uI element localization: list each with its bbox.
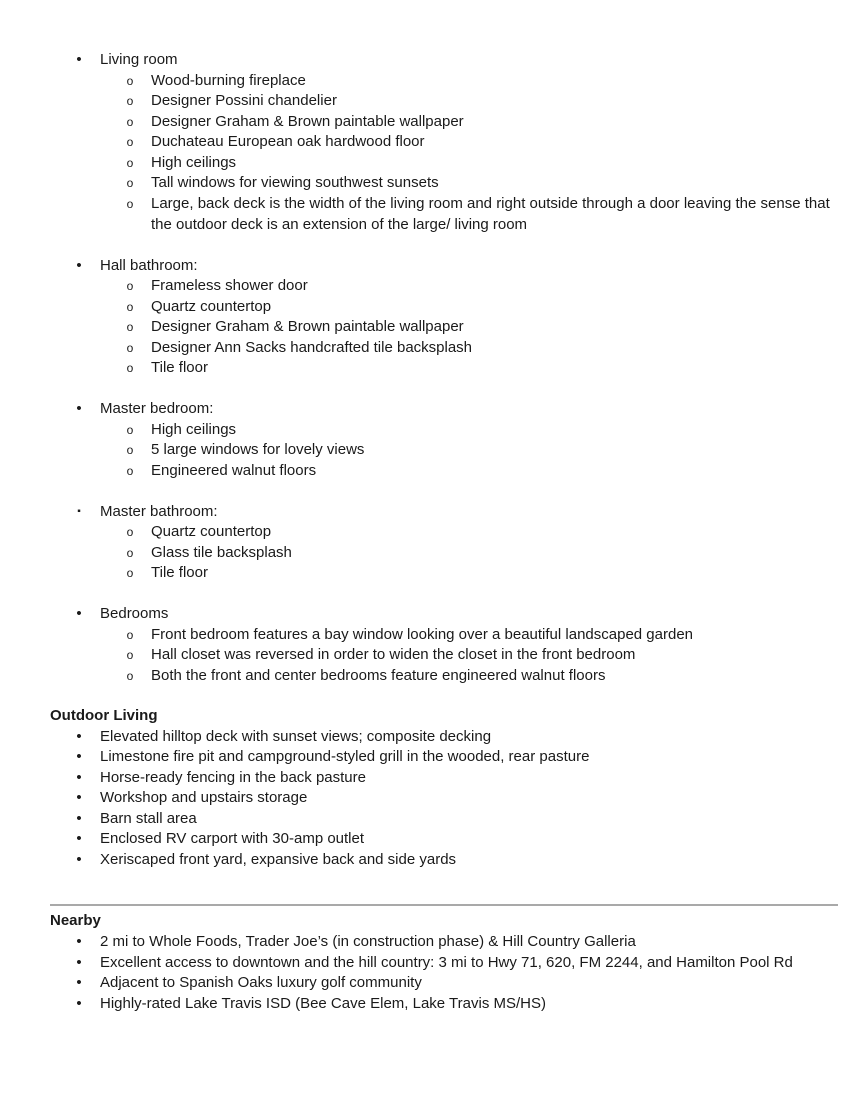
bullet: • bbox=[76, 605, 82, 622]
sub-item-text: Wood-burning fireplace bbox=[151, 72, 306, 89]
item-text: Adjacent to Spanish Oaks luxury golf community bbox=[100, 974, 422, 991]
bullet: • bbox=[76, 995, 82, 1012]
sub-bullet: o bbox=[126, 341, 134, 355]
section-heading: Nearby bbox=[50, 912, 101, 929]
sub-bullet: o bbox=[126, 361, 134, 375]
bullet: • bbox=[76, 748, 82, 765]
section-heading: Outdoor Living bbox=[50, 707, 158, 724]
sub-bullet: o bbox=[126, 279, 134, 293]
sub-bullet: o bbox=[126, 566, 134, 580]
sub-bullet: o bbox=[126, 525, 134, 539]
bullet: • bbox=[76, 769, 82, 786]
sub-bullet: o bbox=[126, 628, 134, 642]
sub-item-text: 5 large windows for lovely views bbox=[151, 441, 365, 458]
item-text: Limestone fire pit and campground-styled grill in the wooded, rear pasture bbox=[100, 748, 590, 765]
sub-bullet: o bbox=[126, 156, 134, 170]
sub-item-text: Designer Possini chandelier bbox=[151, 92, 337, 109]
sub-item-text: Designer Graham & Brown paintable wallpaper bbox=[151, 318, 464, 335]
bullet: • bbox=[76, 954, 82, 971]
sub-bullet: o bbox=[126, 669, 134, 683]
item-text: Barn stall area bbox=[100, 810, 197, 827]
sub-item-text: Tile floor bbox=[151, 564, 208, 581]
bullet: • bbox=[76, 51, 82, 68]
sub-item-text: Engineered walnut floors bbox=[151, 462, 317, 479]
sub-bullet: o bbox=[126, 464, 134, 478]
item-text: Horse-ready fencing in the back pasture bbox=[100, 769, 366, 786]
sub-item-text: Front bedroom features a bay window looking over a beautiful landscaped garden bbox=[151, 626, 694, 643]
sub-item-text: High ceilings bbox=[151, 154, 237, 171]
sub-bullet: o bbox=[126, 300, 134, 314]
bullet: • bbox=[76, 789, 82, 806]
sub-bullet: o bbox=[126, 443, 134, 457]
sub-bullet: o bbox=[126, 423, 134, 437]
item-text: 2 mi to Whole Foods, Trader Joe’s (in construction phase) & Hill Country Galleria bbox=[100, 933, 636, 950]
sub-bullet: o bbox=[126, 94, 134, 108]
sub-item-text: Frameless shower door bbox=[151, 277, 308, 294]
item-text: Enclosed RV carport with 30-amp outlet bbox=[100, 830, 365, 847]
bullet: • bbox=[76, 810, 82, 827]
sub-item-text: Glass tile backsplash bbox=[151, 544, 292, 561]
sub-item-text: Tall windows for viewing southwest sunsets bbox=[151, 174, 439, 191]
sub-bullet: o bbox=[126, 135, 134, 149]
sub-item-text: Hall closet was reversed in order to widen the closet in the front bedroom bbox=[151, 646, 636, 663]
item-text: Workshop and upstairs storage bbox=[100, 789, 308, 806]
item-text: Elevated hilltop deck with sunset views; composite decking bbox=[100, 728, 492, 745]
section-label: Hall bathroom: bbox=[100, 257, 198, 274]
sub-bullet: o bbox=[126, 74, 134, 88]
section-label: Master bathroom: bbox=[100, 503, 218, 520]
sub-bullet: o bbox=[126, 176, 134, 190]
item-text: Excellent access to downtown and the hill country: 3 mi to Hwy 71, 620, FM 2244, and Hamilton Pool Rd bbox=[100, 954, 793, 971]
sub-bullet: o bbox=[126, 648, 134, 662]
item-text: Highly-rated Lake Travis ISD (Bee Cave Elem, Lake Travis MS/HS) bbox=[100, 995, 546, 1012]
bullet: • bbox=[76, 728, 82, 745]
bullet: • bbox=[76, 974, 82, 991]
bullet: • bbox=[76, 257, 82, 274]
sub-item-text: Quartz countertop bbox=[151, 523, 272, 540]
bullet: • bbox=[76, 933, 82, 950]
bullet: • bbox=[76, 830, 82, 847]
sub-bullet: o bbox=[126, 115, 134, 129]
sub-bullet: o bbox=[126, 546, 134, 560]
sub-item-text: Tile floor bbox=[151, 359, 208, 376]
sub-item-text: Duchateau European oak hardwood floor bbox=[151, 133, 425, 150]
bullet: • bbox=[76, 851, 82, 868]
item-text: Xeriscaped front yard, expansive back and side yards bbox=[100, 851, 457, 868]
section-divider bbox=[50, 904, 838, 906]
section-label: Bedrooms bbox=[100, 605, 169, 622]
section-label: Master bedroom: bbox=[100, 400, 214, 417]
section-label: Living room bbox=[100, 51, 178, 68]
bullet: • bbox=[76, 400, 82, 417]
sub-bullet: o bbox=[126, 320, 134, 334]
sub-item-text: Designer Ann Sacks handcrafted tile backsplash bbox=[151, 339, 473, 356]
sub-item-text: High ceilings bbox=[151, 421, 237, 438]
sub-item-text: Designer Graham & Brown paintable wallpaper bbox=[151, 113, 464, 130]
sub-item-text: Quartz countertop bbox=[151, 298, 272, 315]
sub-item-text: Both the front and center bedrooms feature engineered walnut floors bbox=[151, 667, 606, 684]
sub-item-text: Large, back deck is the width of the living room and right outside through a door leaving the sense that the outdoor deck is an extension of the large/ living room bbox=[151, 195, 830, 233]
sub-bullet: o bbox=[126, 197, 134, 211]
square-bullet: ▪ bbox=[77, 506, 81, 517]
